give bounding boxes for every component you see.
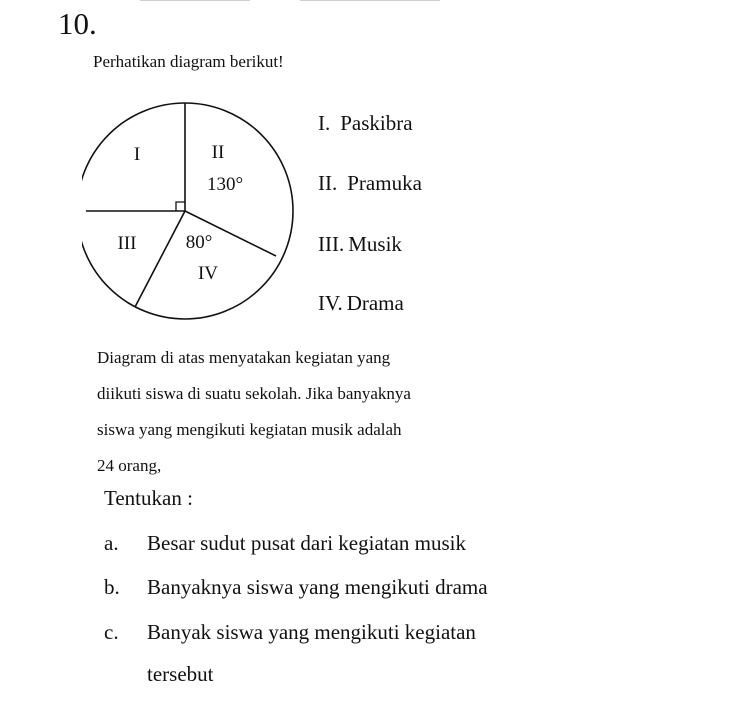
option-text: Banyaknya siswa yang mengikuti drama [147, 575, 488, 599]
legend-num: III. [318, 232, 345, 256]
pie-chart [82, 96, 302, 326]
slice-annotation-IV: 80° [185, 232, 213, 253]
option-c-continuation: tersebut [147, 662, 214, 686]
slice-annotation-II: 130° [206, 174, 244, 195]
slice-label-III: III [117, 233, 137, 254]
option-text: Banyak siswa yang mengikuti kegiatan [147, 620, 476, 644]
right-angle-marker [176, 202, 185, 211]
option-letter: a. [104, 531, 119, 555]
legend-item-I [318, 111, 413, 136]
slice-label-II: II [211, 142, 225, 163]
option-c [104, 620, 476, 645]
prompt-text: Tentukan : [104, 486, 193, 510]
legend-item-III [318, 232, 402, 257]
scan-artifact [300, 0, 440, 1]
option-b [104, 575, 488, 600]
option-letter: c. [104, 620, 119, 644]
radius-lower-left [135, 211, 185, 307]
legend-name: Pramuka [347, 171, 422, 195]
paragraph-line: 24 orang, [97, 456, 162, 475]
option-a [104, 531, 466, 556]
legend-num: II. [318, 171, 338, 195]
slice-label-I: I [133, 144, 141, 165]
legend-name: Drama [346, 291, 404, 315]
legend-item-IV [318, 291, 404, 316]
scan-artifact [140, 0, 250, 1]
intro-text: Perhatikan diagram berikut! [93, 52, 284, 71]
legend-item-II [318, 171, 422, 196]
legend-name: Paskibra [340, 111, 413, 135]
legend-name: Musik [348, 232, 402, 256]
paragraph-line: diikuti siswa di suatu sekolah. Jika banyaknya [97, 384, 411, 403]
slice-label-IV: IV [197, 263, 219, 284]
question-number: 10. [58, 6, 97, 41]
legend-num: I. [318, 111, 331, 135]
option-text: Besar sudut pusat dari kegiatan musik [147, 531, 467, 555]
legend-num: IV. [318, 291, 343, 315]
paragraph-line: siswa yang mengikuti kegiatan musik adalah [97, 420, 402, 439]
option-letter: b. [104, 575, 120, 599]
paragraph-line: Diagram di atas menyatakan kegiatan yang [97, 348, 391, 367]
